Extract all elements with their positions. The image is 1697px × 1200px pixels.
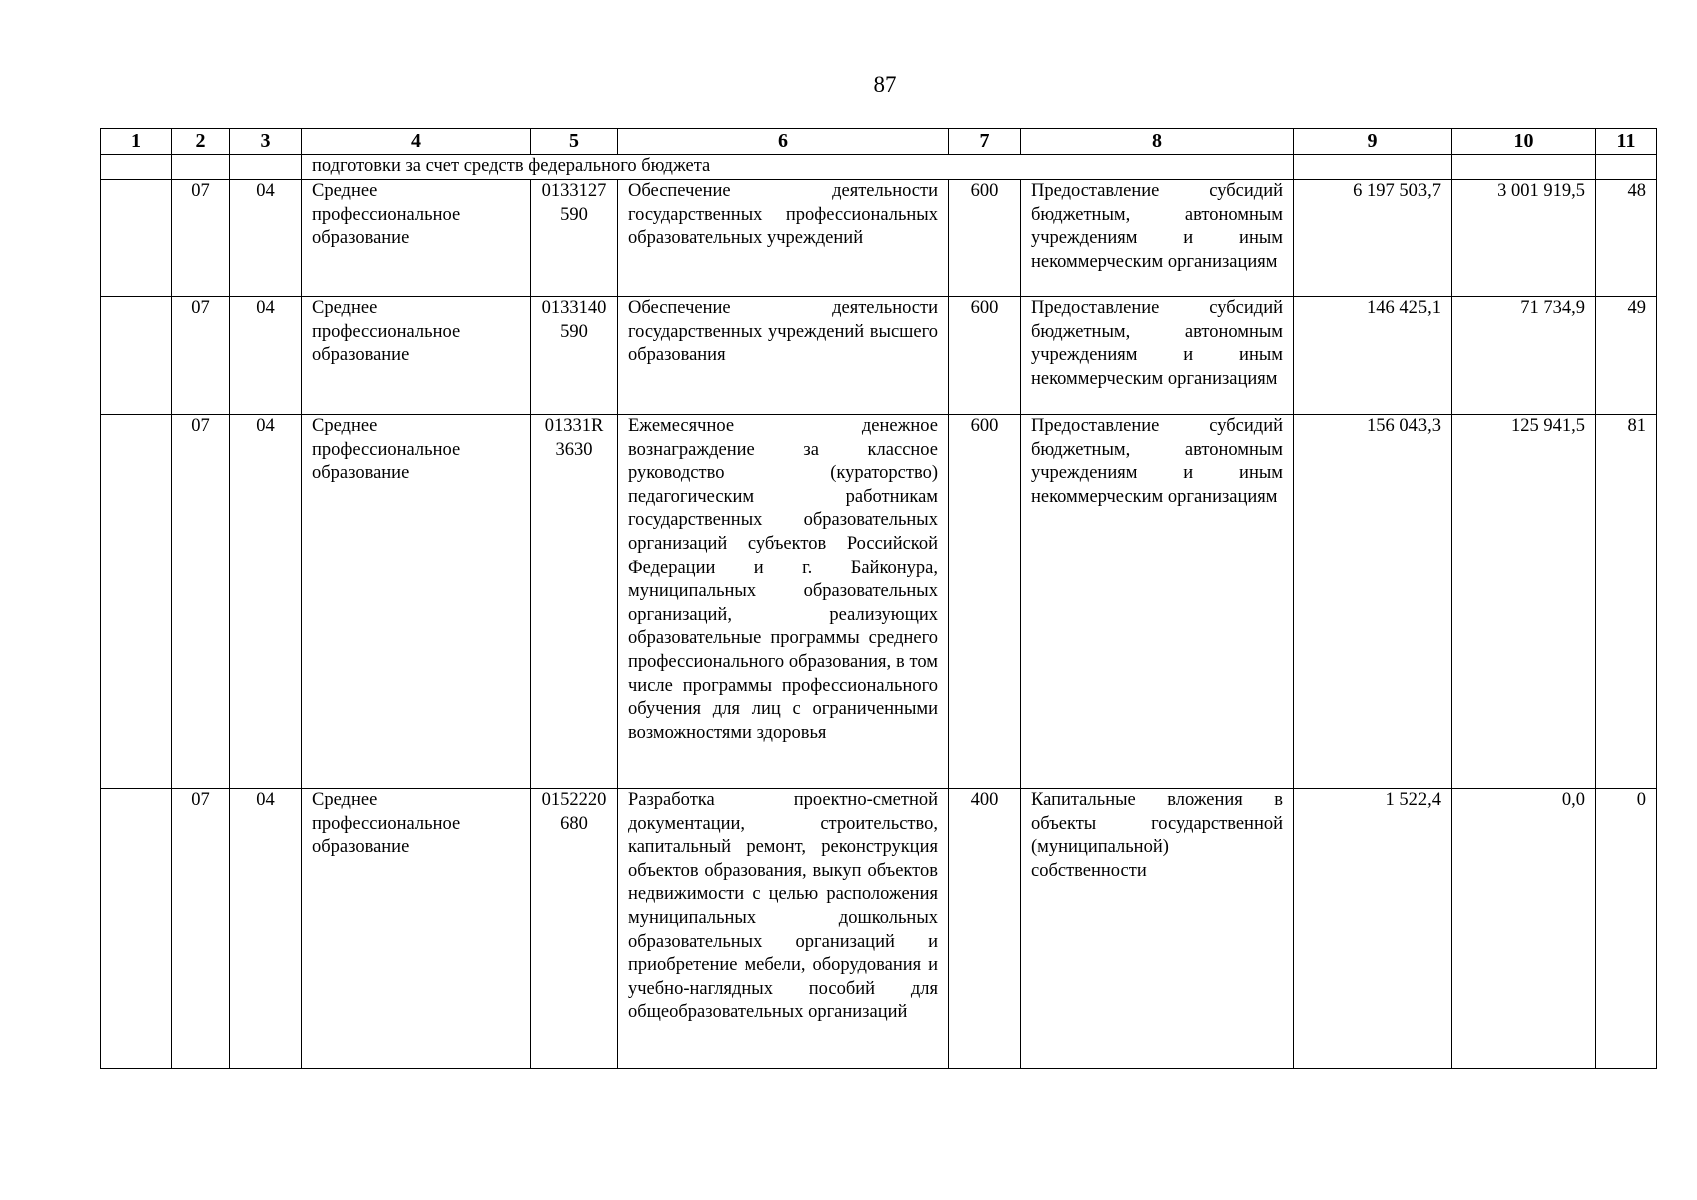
header-cell: 6 [618,129,949,155]
percent-cell: 0 [1596,789,1657,1069]
empty-cell [101,297,172,415]
table-row [101,180,1657,297]
subsection-cell: 04 [230,180,302,297]
amount-cell: 71 734,9 [1452,297,1596,415]
expense-type-cell: 600 [949,297,1021,415]
continuation-row [101,155,1657,180]
empty-cell [101,415,172,789]
budget-table [100,128,1657,1069]
empty-cell [1596,155,1657,180]
header-cell: 10 [1452,129,1596,155]
header-cell: 5 [531,129,618,155]
subsection-cell: 04 [230,415,302,789]
expense-type-name-cell: Предоставление субсидий бюджетным, автономным учреждениям и иным некоммерческим организациям [1021,415,1294,789]
header-cell: 7 [949,129,1021,155]
empty-cell [1452,155,1596,180]
header-cell: 4 [302,129,531,155]
target-article-cell: 0152220680 [531,789,618,1069]
empty-cell [101,180,172,297]
page-number: 87 [873,72,897,97]
target-article-cell: 0133127590 [531,180,618,297]
header-cell: 2 [172,129,230,155]
section-name-cell: Среднее профессиональное образование [302,180,531,297]
target-article-name-cell: Обеспечение деятельности государственных профессиональных образовательных учреждений [618,180,949,297]
section-name-cell: Среднее профессиональное образование [302,789,531,1069]
section-cell: 07 [172,789,230,1069]
empty-cell [172,155,230,180]
table-row [101,297,1657,415]
percent-cell: 81 [1596,415,1657,789]
expense-type-name-cell: Предоставление субсидий бюджетным, автономным учреждениям и иным некоммерческим организациям [1021,180,1294,297]
table-row [101,789,1657,1069]
continuation-text: подготовки за счет средств федерального бюджета [302,155,1294,180]
amount-cell: 146 425,1 [1294,297,1452,415]
expense-type-name-cell: Предоставление субсидий бюджетным, автономным учреждениям и иным некоммерческим организациям [1021,297,1294,415]
header-cell: 1 [101,129,172,155]
percent-cell: 48 [1596,180,1657,297]
target-article-cell: 0133140590 [531,297,618,415]
empty-cell [230,155,302,180]
header-cell: 8 [1021,129,1294,155]
header-row [101,129,1657,155]
subsection-cell: 04 [230,297,302,415]
amount-cell: 156 043,3 [1294,415,1452,789]
expense-type-name-cell: Капитальные вложения в объекты государственной (муниципальной) собственности [1021,789,1294,1069]
amount-cell: 3 001 919,5 [1452,180,1596,297]
header-cell: 9 [1294,129,1452,155]
target-article-name-cell: Разработка проектно-сметной документации, строительство, капитальный ремонт, реконструкция объектов образования, выкуп объектов недвижимости с целью расположения муниципальных дошкольных образовательных организаций и приобретение мебели, оборудования и учебно-наглядных пособий для общеобразовательных организаций [618,789,949,1069]
expense-type-cell: 600 [949,180,1021,297]
header-cell: 11 [1596,129,1657,155]
section-cell: 07 [172,415,230,789]
section-cell: 07 [172,297,230,415]
expense-type-cell: 600 [949,415,1021,789]
section-name-cell: Среднее профессиональное образование [302,297,531,415]
table-row [101,415,1657,789]
amount-cell: 1 522,4 [1294,789,1452,1069]
target-article-name-cell: Обеспечение деятельности государственных учреждений высшего образования [618,297,949,415]
target-article-name-cell: Ежемесячное денежное вознаграждение за классное руководство (кураторство) педагогическим работникам государственных образовательных организаций субъектов Российской Федерации и г. Байконура, муниципальных образовательных организаций, реализующих образовательные программы среднего профессионального образования, в том числе программы профессионального обучения для лиц с ограниченными возможностями здоровья [618,415,949,789]
target-article-cell: 01331R3630 [531,415,618,789]
percent-cell: 49 [1596,297,1657,415]
section-name-cell: Среднее профессиональное образование [302,415,531,789]
header-cell: 3 [230,129,302,155]
section-cell: 07 [172,180,230,297]
expense-type-cell: 400 [949,789,1021,1069]
amount-cell: 0,0 [1452,789,1596,1069]
amount-cell: 6 197 503,7 [1294,180,1452,297]
amount-cell: 125 941,5 [1452,415,1596,789]
subsection-cell: 04 [230,789,302,1069]
empty-cell [101,155,172,180]
empty-cell [101,789,172,1069]
empty-cell [1294,155,1452,180]
